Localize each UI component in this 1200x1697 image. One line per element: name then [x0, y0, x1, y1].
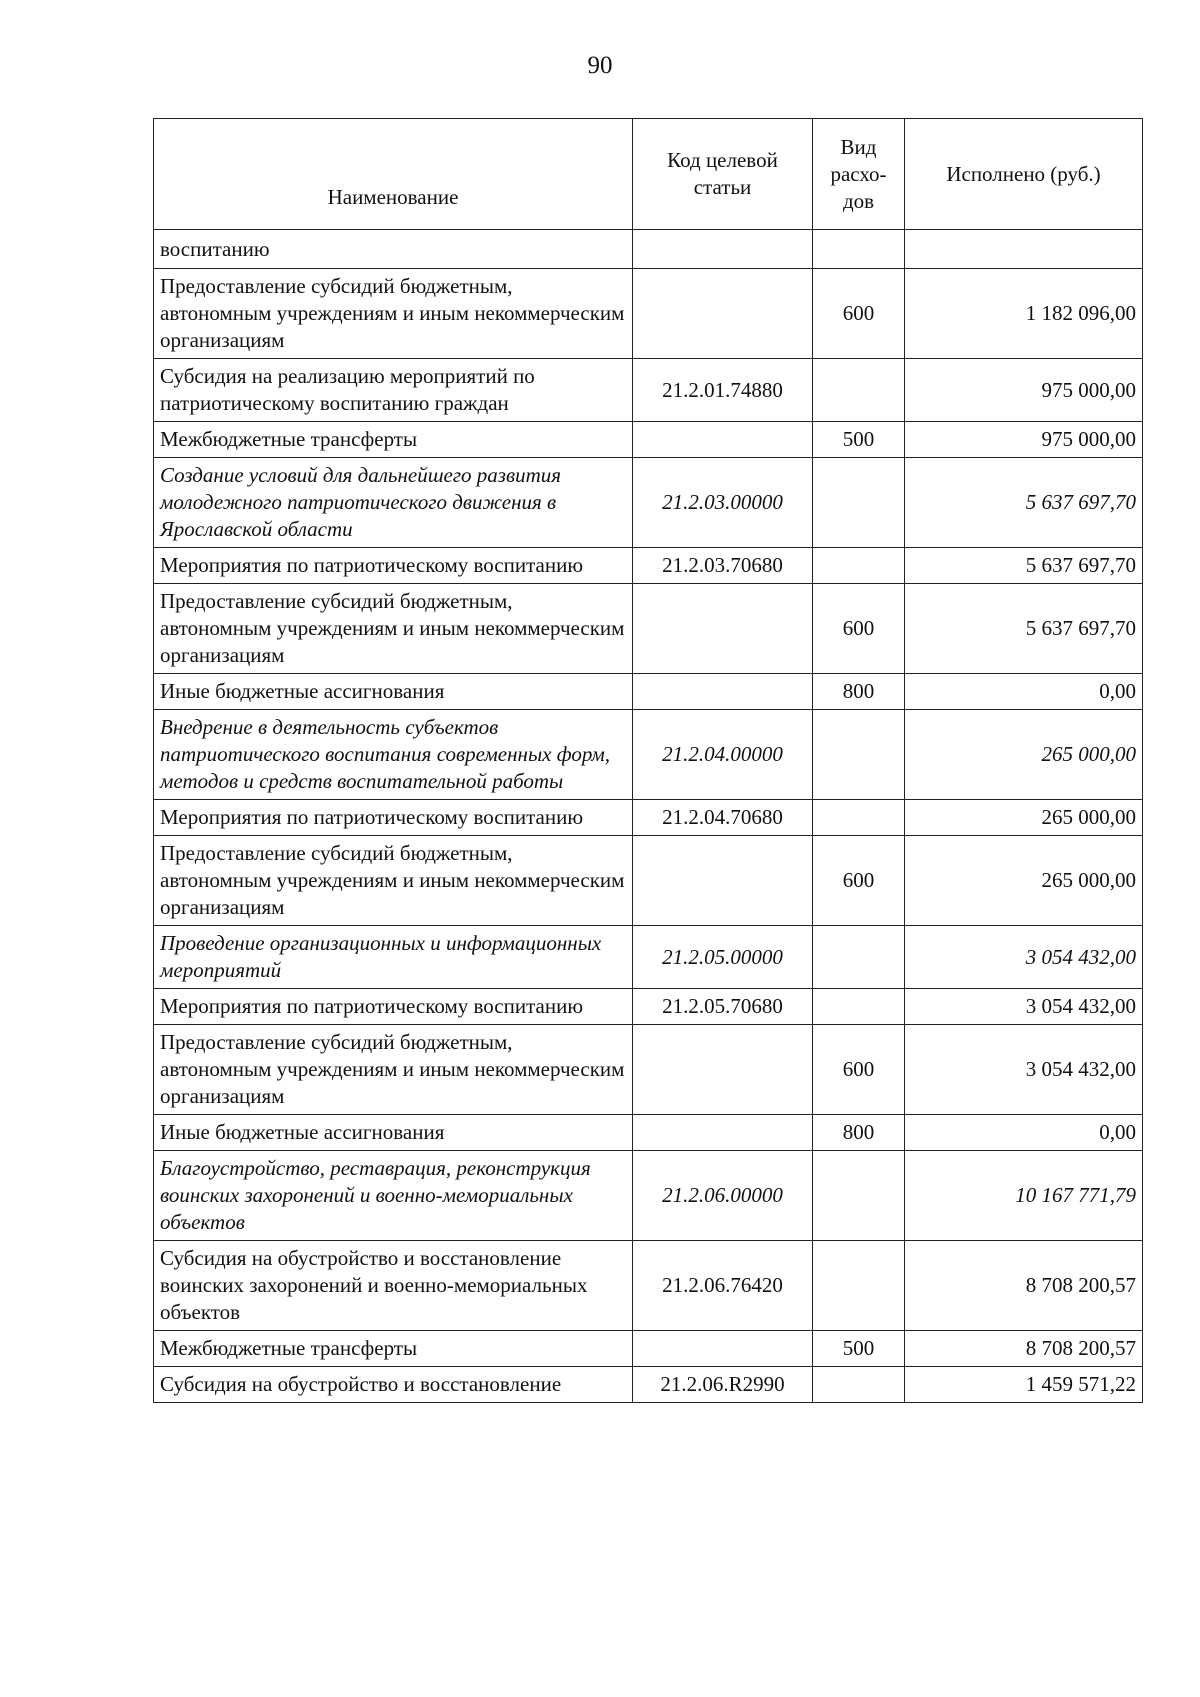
row-name-cell: Предоставление субсидий бюджетным, автономным учреждениям и иным некоммерческим организациям [154, 1025, 633, 1115]
row-code-cell: 21.2.03.00000 [633, 458, 813, 548]
row-name-cell: воспитанию [154, 230, 633, 269]
row-kind-cell [813, 359, 905, 422]
row-code-cell: 21.2.05.70680 [633, 989, 813, 1025]
row-kind-cell: 600 [813, 836, 905, 926]
row-code-cell [633, 836, 813, 926]
table-row [154, 548, 1143, 584]
row-name-cell: Благоустройство, реставрация, реконструкция воинских захоронений и военно-мемориальных объектов [154, 1151, 633, 1241]
row-name-cell: Межбюджетные трансферты [154, 422, 633, 458]
table-row [154, 230, 1143, 269]
row-amount-cell: 5 637 697,70 [905, 584, 1143, 674]
table-row [154, 422, 1143, 458]
row-code-cell [633, 584, 813, 674]
row-code-cell: 21.2.01.74880 [633, 359, 813, 422]
row-code-cell: 21.2.03.70680 [633, 548, 813, 584]
row-amount-cell: 1 459 571,22 [905, 1367, 1143, 1403]
row-amount-cell: 3 054 432,00 [905, 989, 1143, 1025]
row-kind-cell: 500 [813, 1331, 905, 1367]
row-name-cell: Предоставление субсидий бюджетным, автономным учреждениям и иным некоммерческим организациям [154, 836, 633, 926]
row-code-cell: 21.2.06.00000 [633, 1151, 813, 1241]
table-row [154, 1115, 1143, 1151]
row-code-cell: 21.2.06.76420 [633, 1241, 813, 1331]
row-code-cell: 21.2.04.70680 [633, 800, 813, 836]
table-row [154, 836, 1143, 926]
row-code-cell: 21.2.06.R2990 [633, 1367, 813, 1403]
page-number: 90 [587, 52, 613, 79]
table-row [154, 458, 1143, 548]
row-name-cell: Субсидия на реализацию мероприятий по патриотическому воспитанию граждан [154, 359, 633, 422]
header-name: Наименование [154, 119, 633, 230]
row-kind-cell [813, 800, 905, 836]
row-code-cell [633, 1115, 813, 1151]
row-kind-cell: 800 [813, 1115, 905, 1151]
row-amount-cell: 0,00 [905, 674, 1143, 710]
row-code-cell [633, 422, 813, 458]
row-kind-cell: 600 [813, 269, 905, 359]
budget-table [153, 118, 1143, 1403]
row-name-cell: Иные бюджетные ассигнования [154, 1115, 633, 1151]
table-header-row [154, 119, 1143, 230]
table-row [154, 269, 1143, 359]
row-amount-cell [905, 230, 1143, 269]
row-kind-cell [813, 1151, 905, 1241]
row-name-cell: Иные бюджетные ассигнования [154, 674, 633, 710]
row-kind-cell [813, 989, 905, 1025]
table-row [154, 926, 1143, 989]
header-code: Код целевой статьи [633, 119, 813, 230]
table-row [154, 989, 1143, 1025]
table-row [154, 1151, 1143, 1241]
row-amount-cell: 1 182 096,00 [905, 269, 1143, 359]
row-code-cell [633, 1025, 813, 1115]
row-name-cell: Субсидия на обустройство и восстановление [154, 1367, 633, 1403]
header-amount: Исполнено (руб.) [905, 119, 1143, 230]
row-amount-cell: 3 054 432,00 [905, 1025, 1143, 1115]
row-kind-cell [813, 1241, 905, 1331]
row-name-cell: Мероприятия по патриотическому воспитанию [154, 989, 633, 1025]
row-name-cell: Внедрение в деятельность субъектов патриотического воспитания современных форм, методов и средств воспитательной работы [154, 710, 633, 800]
row-name-cell: Предоставление субсидий бюджетным, автономным учреждениям и иным некоммерческим организациям [154, 584, 633, 674]
table-row [154, 710, 1143, 800]
row-name-cell: Межбюджетные трансферты [154, 1331, 633, 1367]
row-amount-cell: 8 708 200,57 [905, 1331, 1143, 1367]
row-amount-cell: 265 000,00 [905, 800, 1143, 836]
row-name-cell: Предоставление субсидий бюджетным, автономным учреждениям и иным некоммерческим организациям [154, 269, 633, 359]
row-amount-cell: 3 054 432,00 [905, 926, 1143, 989]
row-kind-cell: 600 [813, 1025, 905, 1115]
row-amount-cell: 0,00 [905, 1115, 1143, 1151]
table-row [154, 359, 1143, 422]
row-name-cell: Создание условий для дальнейшего развития молодежного патриотического движения в Ярославской области [154, 458, 633, 548]
row-kind-cell: 500 [813, 422, 905, 458]
table-body [154, 230, 1143, 1403]
row-code-cell [633, 269, 813, 359]
row-kind-cell [813, 710, 905, 800]
row-code-cell [633, 230, 813, 269]
row-amount-cell: 5 637 697,70 [905, 458, 1143, 548]
row-kind-cell [813, 926, 905, 989]
table-row [154, 800, 1143, 836]
row-code-cell: 21.2.05.00000 [633, 926, 813, 989]
row-amount-cell: 5 637 697,70 [905, 548, 1143, 584]
table-row [154, 1241, 1143, 1331]
row-name-cell: Мероприятия по патриотическому воспитанию [154, 548, 633, 584]
row-kind-cell [813, 1367, 905, 1403]
table-row [154, 674, 1143, 710]
row-name-cell: Мероприятия по патриотическому воспитанию [154, 800, 633, 836]
row-kind-cell [813, 548, 905, 584]
row-amount-cell: 975 000,00 [905, 359, 1143, 422]
row-amount-cell: 265 000,00 [905, 710, 1143, 800]
header-kind: Вид расхо-дов [813, 119, 905, 230]
row-code-cell [633, 1331, 813, 1367]
row-kind-cell: 800 [813, 674, 905, 710]
row-kind-cell [813, 458, 905, 548]
table-row [154, 1367, 1143, 1403]
table-row [154, 1025, 1143, 1115]
row-code-cell [633, 674, 813, 710]
row-kind-cell: 600 [813, 584, 905, 674]
row-amount-cell: 10 167 771,79 [905, 1151, 1143, 1241]
row-amount-cell: 975 000,00 [905, 422, 1143, 458]
row-amount-cell: 8 708 200,57 [905, 1241, 1143, 1331]
table-row [154, 1331, 1143, 1367]
row-kind-cell [813, 230, 905, 269]
row-name-cell: Проведение организационных и информационных мероприятий [154, 926, 633, 989]
row-name-cell: Субсидия на обустройство и восстановление воинских захоронений и военно-мемориальных объектов [154, 1241, 633, 1331]
row-amount-cell: 265 000,00 [905, 836, 1143, 926]
row-code-cell: 21.2.04.00000 [633, 710, 813, 800]
table-row [154, 584, 1143, 674]
